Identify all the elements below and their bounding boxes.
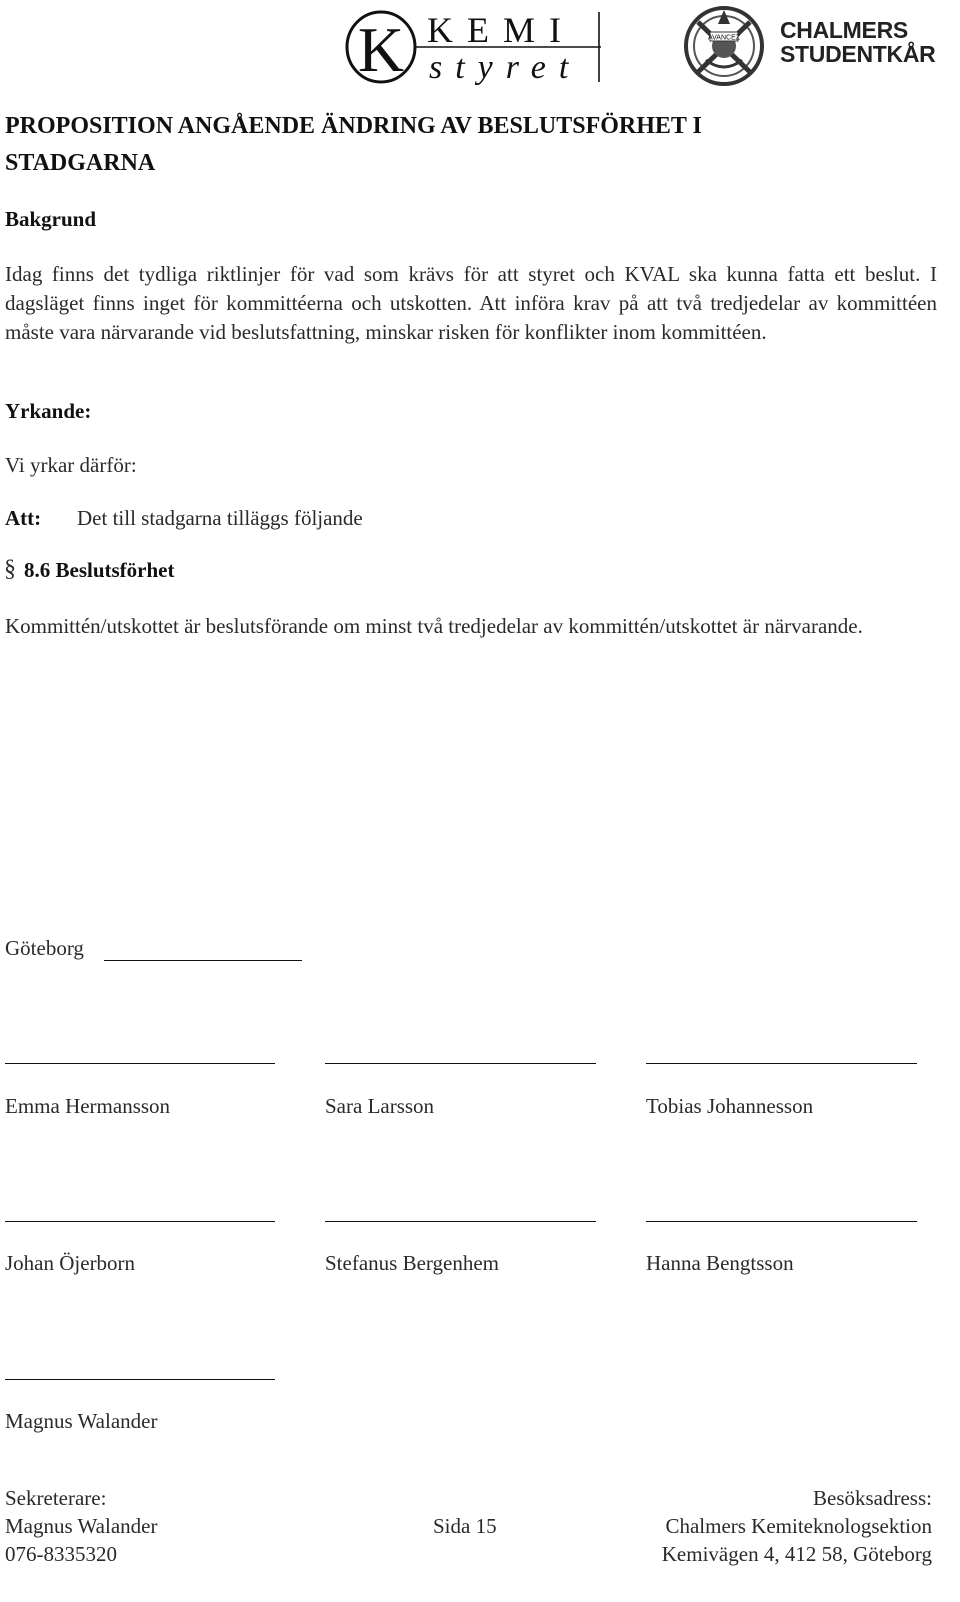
footer-secretary-label: Sekreterare: [5, 1486, 107, 1510]
signatory-name: Emma Hermansson [5, 1094, 171, 1118]
footer-org-name: Chalmers Kemiteknologsektion [665, 1514, 932, 1538]
signature-line [5, 1063, 275, 1064]
document-title-line1: PROPOSITION ANGÅENDE ÄNDRING AV BESLUTSFÖRHET I [5, 113, 702, 139]
signatory-name: Stefanus Bergenhem [325, 1251, 499, 1275]
section-text: Kommittén/utskottet är beslutsförande om minst två tredjedelar av kommittén/utskottet är närvarande. [5, 614, 863, 638]
date-line [104, 960, 302, 961]
signature-line [5, 1379, 275, 1380]
footer-address-label: Besöksadress: [813, 1486, 932, 1510]
background-paragraph: Idag finns det tydliga riktlinjer för vad som krävs för att styret och KVAL ska kunna fatta ett beslut. I dagsläget finns inget för kommittéerna och utskotten. Att införa krav på att två tredjedelar av kommittéen måste vara närvarande vid beslutsfattning, minskar risken för konflikter inom kommittéen. [5, 262, 937, 344]
background-heading: Bakgrund [5, 207, 97, 231]
signature-line [646, 1063, 917, 1064]
section-title: 8.6 Beslutsförhet [24, 558, 175, 582]
att-text: Det till stadgarna tilläggs följande [77, 506, 363, 530]
kemi-logo-bottom-word: styret [429, 49, 582, 86]
chalmers-wordmark [780, 18, 935, 66]
signature-line [5, 1221, 275, 1222]
place-label: Göteborg [5, 936, 84, 960]
document-title [5, 108, 905, 182]
footer-left [5, 1484, 157, 1568]
claim-heading: Yrkande: [5, 399, 92, 423]
kemistyret-logo [343, 8, 605, 86]
footer-page-number: Sida 15 [433, 1514, 497, 1538]
signatory-name: Johan Öjerborn [5, 1251, 136, 1275]
signature-line [325, 1063, 596, 1064]
signature-line [646, 1221, 917, 1222]
signature-line [325, 1221, 596, 1222]
document-title-line2: STADGARNA [5, 150, 156, 176]
footer-right [662, 1484, 932, 1568]
kemi-logo-top-word: KEMI [427, 10, 575, 50]
chalmers-seal-icon [678, 2, 770, 88]
footer-address: Kemivägen 4, 412 58, Göteborg [661, 1542, 932, 1566]
chalmers-seal-text: AVANCEZ [707, 34, 741, 42]
claim-intro: Vi yrkar därför: [5, 453, 137, 477]
signatory-name: Hanna Bengtsson [646, 1251, 794, 1275]
att-label: Att: [5, 506, 42, 530]
chalmers-wordmark-line2: STUDENTKÅR [780, 41, 936, 67]
kemi-logo-big-letter: K [357, 14, 405, 85]
footer-secretary-phone: 076-8335320 [5, 1542, 117, 1566]
footer-secretary-name: Magnus Walander [5, 1514, 158, 1538]
signatory-name: Sara Larsson [325, 1094, 435, 1118]
signatory-name: Tobias Johannesson [646, 1094, 814, 1118]
signatory-name: Magnus Walander [5, 1409, 158, 1433]
section-symbol: § [4, 556, 16, 582]
chalmers-wordmark-line1: CHALMERS [780, 17, 908, 43]
chalmers-studentkar-logo [678, 2, 960, 88]
